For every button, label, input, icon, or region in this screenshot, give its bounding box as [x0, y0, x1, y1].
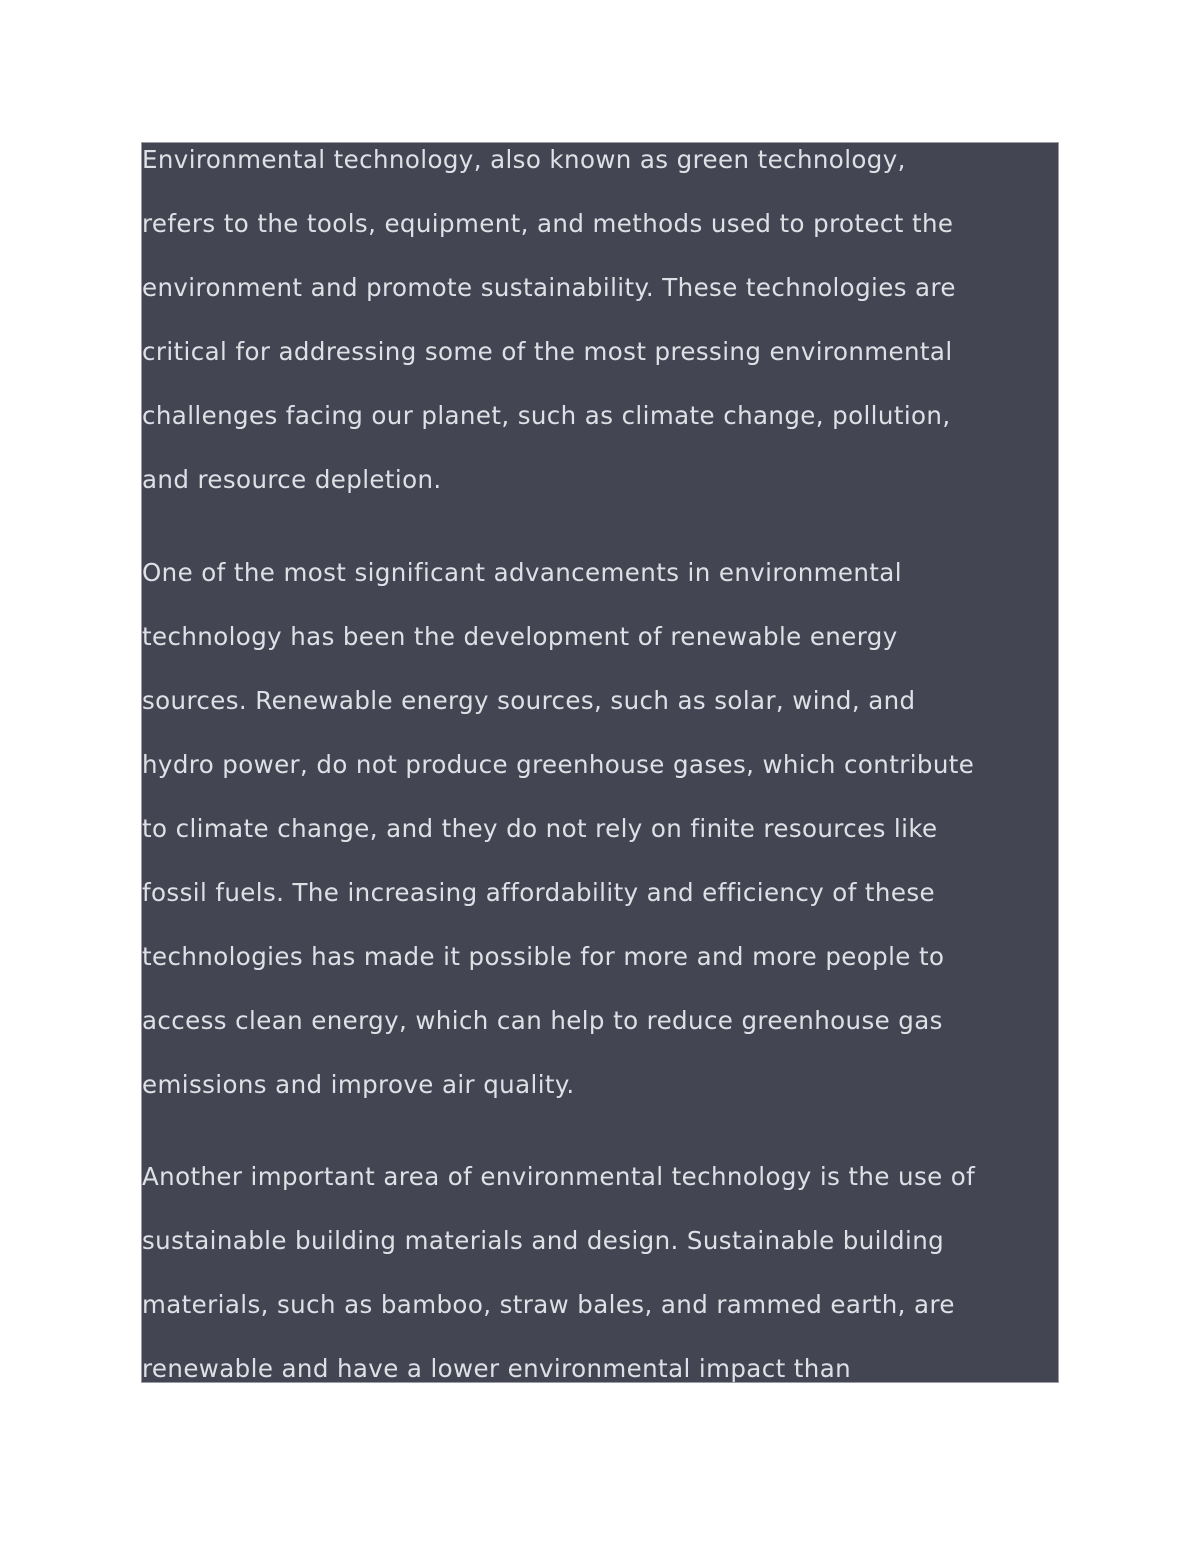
paragraph-2-line-7: technologies has made it possible for more and more people to	[142, 942, 945, 971]
document-text-block	[141, 142, 1059, 1383]
paragraph-2-line-3: sources. Renewable energy sources, such as solar, wind, and	[142, 686, 916, 715]
paragraph-1-line-4: critical for addressing some of the most pressing environmental	[142, 337, 953, 366]
paragraph-3-line-4: renewable and have a lower environmental impact than	[142, 1354, 852, 1383]
paragraph-3-line-1: Another important area of environmental technology is the use of	[142, 1162, 976, 1191]
paragraph-1-line-6: and resource depletion.	[142, 465, 442, 494]
paragraph-2-line-4: hydro power, do not produce greenhouse gases, which contribute	[142, 750, 975, 779]
paragraph-2-line-9: emissions and improve air quality.	[142, 1070, 575, 1099]
paragraph-3-line-2: sustainable building materials and design. Sustainable building	[142, 1226, 945, 1255]
paragraph-1-line-3: environment and promote sustainability. These technologies are	[142, 273, 956, 302]
paragraph-2-line-2: technology has been the development of renewable energy	[142, 622, 898, 651]
paragraph-2-line-8: access clean energy, which can help to reduce greenhouse gas	[142, 1006, 943, 1035]
paragraph-2-line-6: fossil fuels. The increasing affordability and efficiency of these	[142, 878, 935, 907]
paragraph-3-line-3: materials, such as bamboo, straw bales, and rammed earth, are	[142, 1290, 955, 1319]
paragraph-1-line-5: challenges facing our planet, such as climate change, pollution,	[142, 401, 951, 430]
paragraph-2-line-5: to climate change, and they do not rely on finite resources like	[142, 814, 938, 843]
paragraph-2-line-1: One of the most significant advancements in environmental	[142, 558, 902, 587]
paragraph-1-line-1: Environmental technology, also known as green technology,	[142, 145, 906, 174]
paragraph-1-line-2: refers to the tools, equipment, and methods used to protect the	[142, 209, 954, 238]
